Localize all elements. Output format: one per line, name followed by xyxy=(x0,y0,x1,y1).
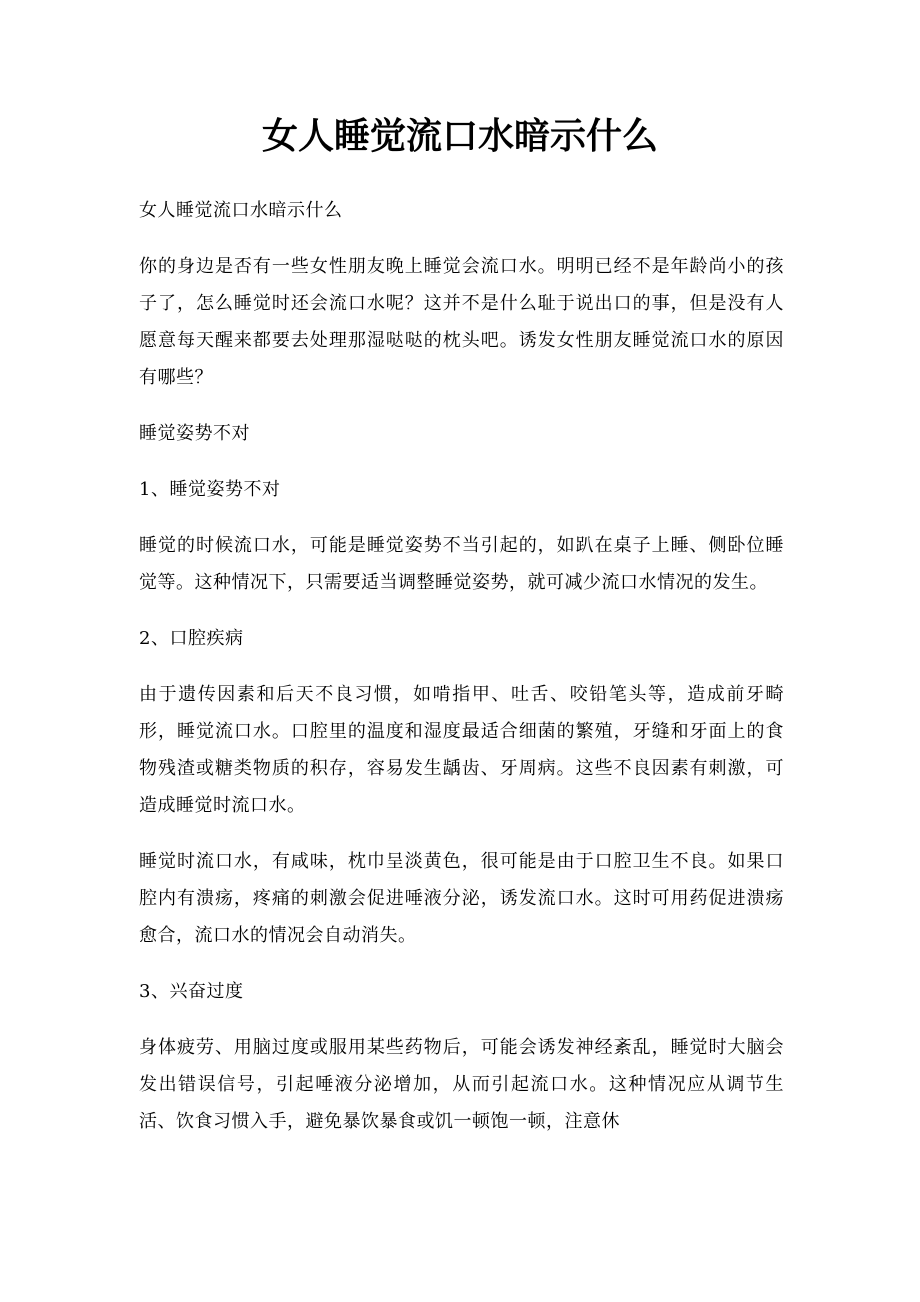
numbered-heading: 3、兴奋过度 xyxy=(139,981,244,1002)
body-paragraph: 由于遗传因素和后天不良习惯，如啃指甲、吐舌、咬铅笔头等，造成前牙畸形，睡觉流口水。口腔里的温度和湿度最适合细菌的繁殖，牙缝和牙面上的食物残渣或糖类物质的积存，容易发生龋齿、牙周病。这些不良因素有刺激，可造成睡觉时流口水。 xyxy=(139,684,784,816)
section-heading: 睡觉姿势不对 xyxy=(139,423,250,444)
intro-paragraph: 你的身边是否有一些女性朋友晚上睡觉会流口水。明明已经不是年龄尚小的孩子了，怎么睡觉时还会流口水呢？这并不是什么耻于说出口的事，但是没有人愿意每天醒来都要去处理那湿哒哒的枕头吧。诱发女性朋友睡觉流口水的原因有哪些？ xyxy=(139,256,784,388)
subtitle-paragraph: 女人睡觉流口水暗示什么 xyxy=(139,200,343,221)
numbered-heading: 1、睡觉姿势不对 xyxy=(139,479,281,500)
body-paragraph: 睡觉时流口水，有咸味，枕巾呈淡黄色，很可能是由于口腔卫生不良。如果口腔内有溃疡，疼痛的刺激会促进唾液分泌，诱发流口水。这时可用药促进溃疡愈合，流口水的情况会自动消失。 xyxy=(139,851,784,946)
body-paragraph: 睡觉的时候流口水，可能是睡觉姿势不当引起的，如趴在桌子上睡、侧卧位睡觉等。这种情况下，只需要适当调整睡觉姿势，就可减少流口水情况的发生。 xyxy=(139,535,784,593)
body-paragraph: 身体疲劳、用脑过度或服用某些药物后，可能会诱发神经紊乱，睡觉时大脑会发出错误信号，引起唾液分泌增加，从而引起流口水。这种情况应从调节生活、饮食习惯入手，避免暴饮暴食或饥一顿饱一顿，注意休 xyxy=(139,1037,784,1132)
document-title: 女人睡觉流口水暗示什么 xyxy=(261,115,658,157)
numbered-heading: 2、口腔疾病 xyxy=(139,628,244,649)
document-body xyxy=(139,192,784,1159)
